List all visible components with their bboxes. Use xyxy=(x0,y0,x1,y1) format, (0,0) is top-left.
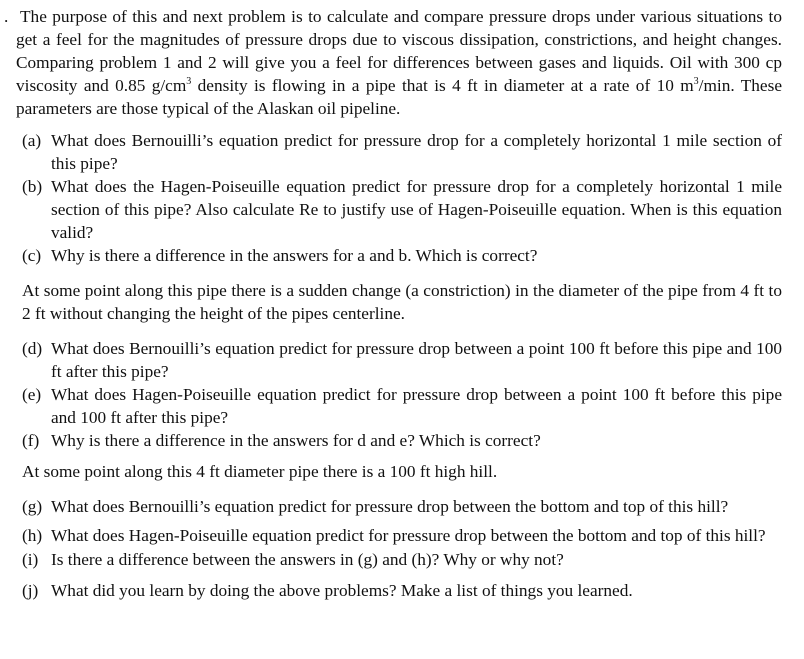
question-text: What did you learn by doing the above problems? Make a list of things you learned. xyxy=(51,581,633,600)
intro-bullet: . xyxy=(4,7,9,26)
question-label: (a) xyxy=(22,131,42,150)
question-label: (h) xyxy=(22,526,43,545)
question-text: Is there a difference between the answers in (g) and (h)? Why or why not? xyxy=(51,550,564,569)
question-j xyxy=(22,579,782,602)
intro-sup-2: 3 xyxy=(693,76,699,88)
question-a xyxy=(22,129,782,175)
question-c xyxy=(22,244,782,267)
question-text: What does Hagen-Poiseuille equation predict for pressure drop between the bottom and top of this hill? xyxy=(51,526,766,545)
question-f xyxy=(22,429,782,452)
hill-paragraph: At some point along this 4 ft diameter pipe there is a 100 ft high hill. xyxy=(22,462,498,481)
question-g xyxy=(22,495,782,518)
question-label: (f) xyxy=(22,431,40,450)
question-text: What does Bernouilli’s equation predict for pressure drop between the bottom and top of this hill? xyxy=(51,497,729,516)
question-e xyxy=(22,383,782,429)
question-label: (c) xyxy=(22,246,42,265)
question-label: (i) xyxy=(22,550,39,569)
question-text: What does Bernouilli’s equation predict for pressure drop between a point 100 ft before this pipe and 100 ft after this pipe? xyxy=(51,339,782,381)
intro-text-3: /min. These parameters are those typical of the Alaskan oil pipeline. xyxy=(16,76,782,118)
intro-sup-1: 3 xyxy=(186,76,192,88)
question-label: (g) xyxy=(22,497,43,516)
question-label: (e) xyxy=(22,385,42,404)
question-text: Why is there a difference in the answers for d and e? Which is correct? xyxy=(51,431,541,450)
question-text: Why is there a difference in the answers for a and b. Which is correct? xyxy=(51,246,538,265)
question-text: What does Bernouilli’s equation predict for pressure drop for a completely horizontal 1 mile section of this pipe? xyxy=(51,131,782,173)
intro-paragraph xyxy=(4,5,782,120)
question-label: (j) xyxy=(22,581,39,600)
question-h xyxy=(22,524,782,547)
question-i xyxy=(22,548,782,571)
question-label: (d) xyxy=(22,339,43,358)
question-d xyxy=(22,337,782,383)
question-group-3 xyxy=(10,495,782,602)
question-group-1 xyxy=(10,129,782,267)
question-label: (b) xyxy=(22,177,43,196)
question-text: What does Hagen-Poiseuille equation predict for pressure drop between a point 100 ft before this pipe and 100 ft after this pipe? xyxy=(51,385,782,427)
question-b xyxy=(22,175,782,244)
intro-text-1: The purpose of this and next problem is to calculate and compare pressure drops under various situations to get a feel for the magnitudes of pressure drops due to viscous dissipation, constrictions, and height changes. Comparing problem 1 and 2 will give you a feel for differences between gases and liquids. Oil with 300 cp viscosity and 0.85 g/cm xyxy=(16,7,782,95)
question-text: What does the Hagen-Poiseuille equation predict for pressure drop for a completely horizontal 1 mile section of this pipe? Also calculate Re to justify use of Hagen-Poiseuille equation. When is this equation valid? xyxy=(51,177,782,242)
intro-text-2: density is flowing in a pipe that is 4 ft in diameter at a rate of 10 m xyxy=(191,76,694,95)
question-group-2 xyxy=(10,337,782,452)
constriction-paragraph: At some point along this pipe there is a sudden change (a constriction) in the diameter of the pipe from 4 ft to 2 ft without changing the height of the pipes centerline. xyxy=(22,281,782,323)
